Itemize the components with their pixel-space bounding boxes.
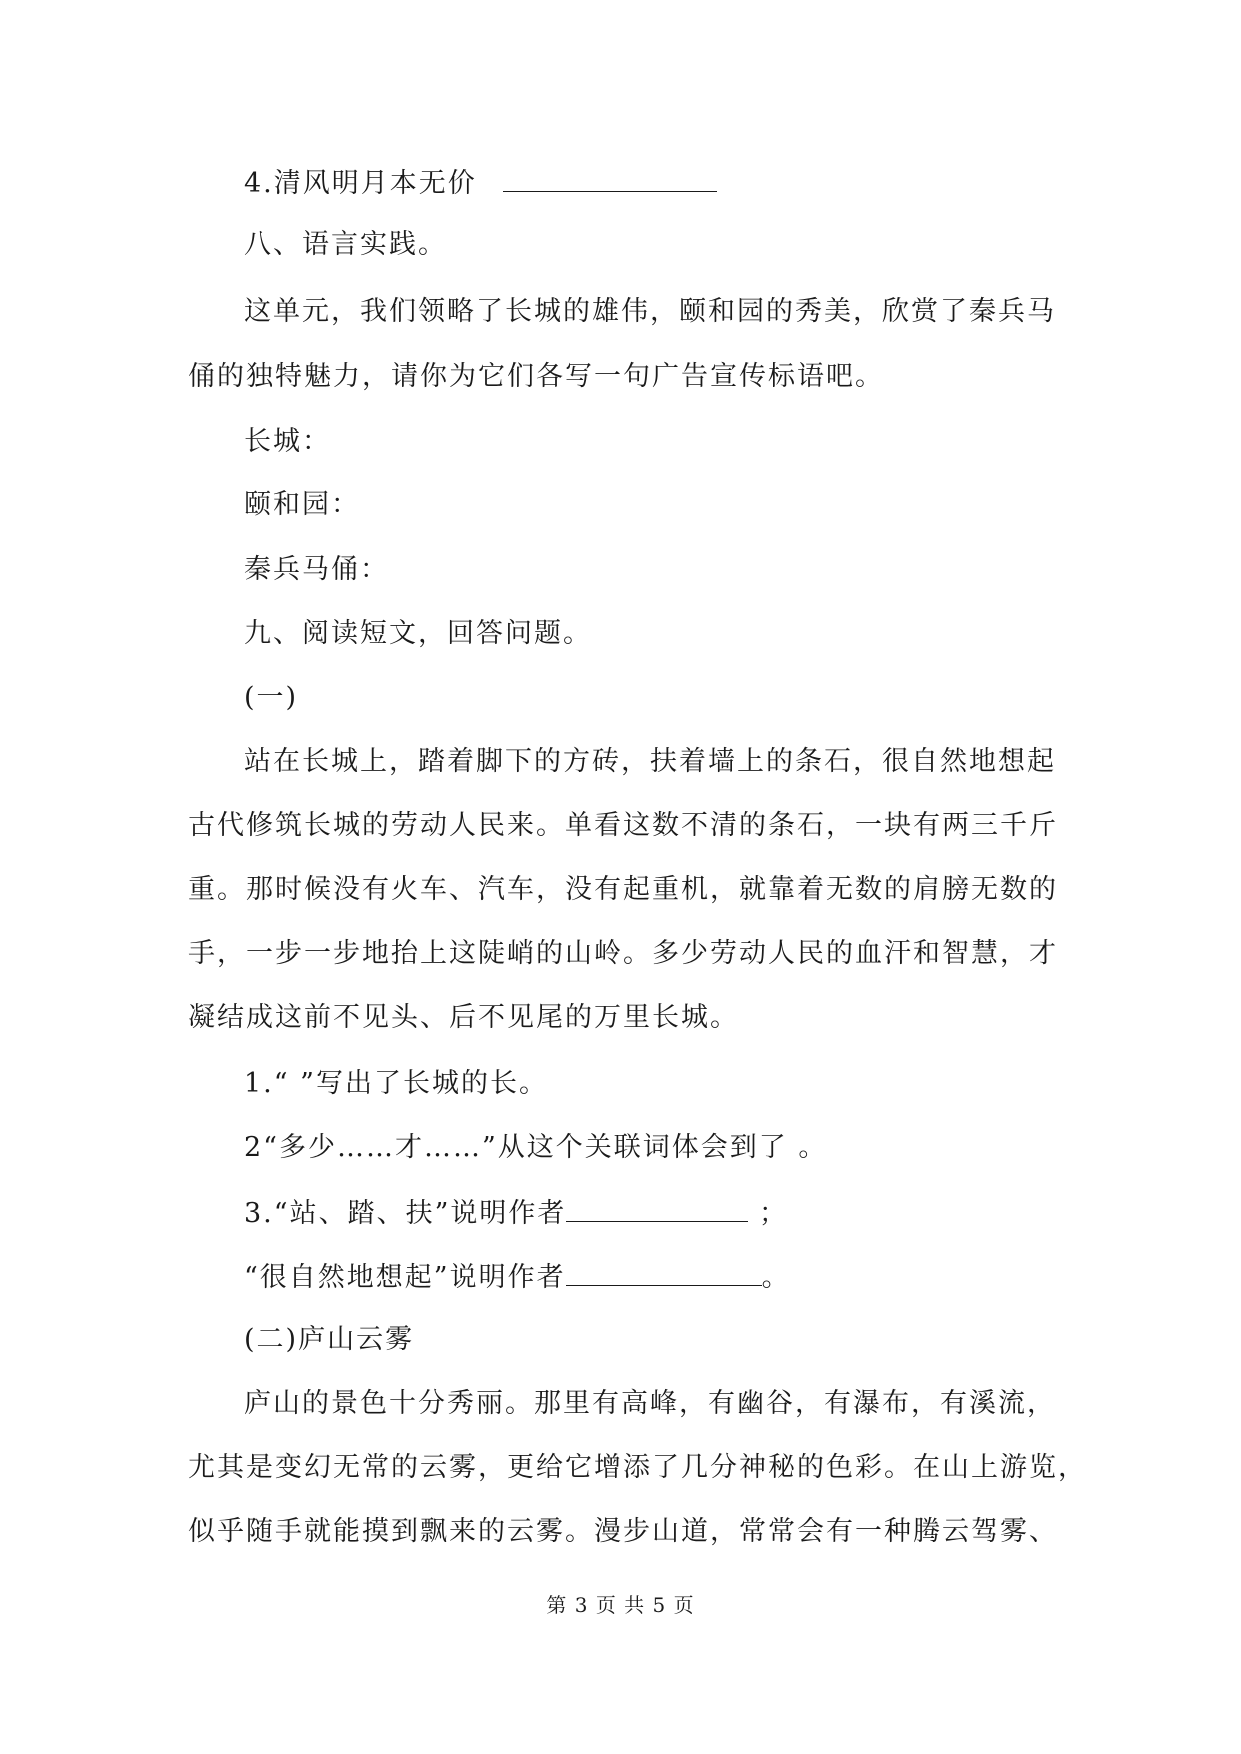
answer-blank — [566, 1195, 748, 1222]
part-2-label: (二)庐山云雾 — [244, 1324, 415, 1355]
section-8-prompt-line-2: 俑的独特魅力，请你为它们各写一句广告宣传标语吧。 — [188, 361, 884, 392]
part-1-label: (一) — [244, 682, 299, 713]
question-3-part-a-text: 3.“站、踏、扶”说明作者 — [244, 1198, 567, 1229]
question-3-part-a — [244, 1195, 788, 1231]
passage-1-line: 古代修筑长城的劳动人民来。单看这数不清的条石，一块有两三千斤 — [188, 810, 1058, 841]
answer-blank — [503, 165, 717, 192]
question-3-part-a-end: ； — [748, 1198, 788, 1229]
section-8-heading: 八、语言实践。 — [244, 229, 447, 260]
question-3-part-b — [244, 1259, 791, 1295]
question-4-text: 4.清风明月本无价 — [244, 168, 477, 199]
passage-1-line: 站在长城上，踏着脚下的方砖，扶着墙上的条石，很自然地想起 — [244, 746, 1056, 777]
passage-2-line: 似乎随手就能摸到飘来的云雾。漫步山道，常常会有一种腾云驾雾、 — [188, 1516, 1058, 1547]
page-indicator: 第 3 页 共 5 页 — [546, 1593, 695, 1617]
passage-1-line: 凝结成这前不见头、后不见尾的万里长城。 — [188, 1002, 739, 1033]
question-3-part-b-text: “很自然地想起”说明作者 — [244, 1262, 566, 1293]
passage-1-line: 重。那时候没有火车、汽车，没有起重机，就靠着无数的肩膀无数的 — [188, 874, 1058, 905]
answer-blank — [566, 1259, 762, 1286]
question-1: 1.“ ”写出了长城的长。 — [244, 1068, 548, 1099]
question-3-part-b-end: 。 — [761, 1262, 791, 1293]
question-4 — [244, 165, 717, 201]
section-9-heading: 九、阅读短文，回答问题。 — [244, 618, 592, 649]
passage-2-line: 尤其是变幻无常的云雾，更给它增添了几分神秘的色彩。在山上游览， — [188, 1452, 1087, 1483]
question-2: 2“多少……才……”从这个关联词体会到了 。 — [244, 1132, 828, 1163]
slogan-great-wall: 长城： — [244, 426, 331, 457]
passage-1-line: 手，一步一步地抬上这陡峭的山岭。多少劳动人民的血汗和智慧，才 — [188, 938, 1058, 969]
slogan-terracotta: 秦兵马俑： — [244, 554, 389, 585]
section-8-prompt-line-1: 这单元，我们领略了长城的雄伟，颐和园的秀美，欣赏了秦兵马 — [244, 296, 1056, 327]
slogan-summer-palace: 颐和园： — [244, 489, 360, 520]
passage-2-line: 庐山的景色十分秀丽。那里有高峰，有幽谷，有瀑布，有溪流， — [244, 1388, 1056, 1419]
